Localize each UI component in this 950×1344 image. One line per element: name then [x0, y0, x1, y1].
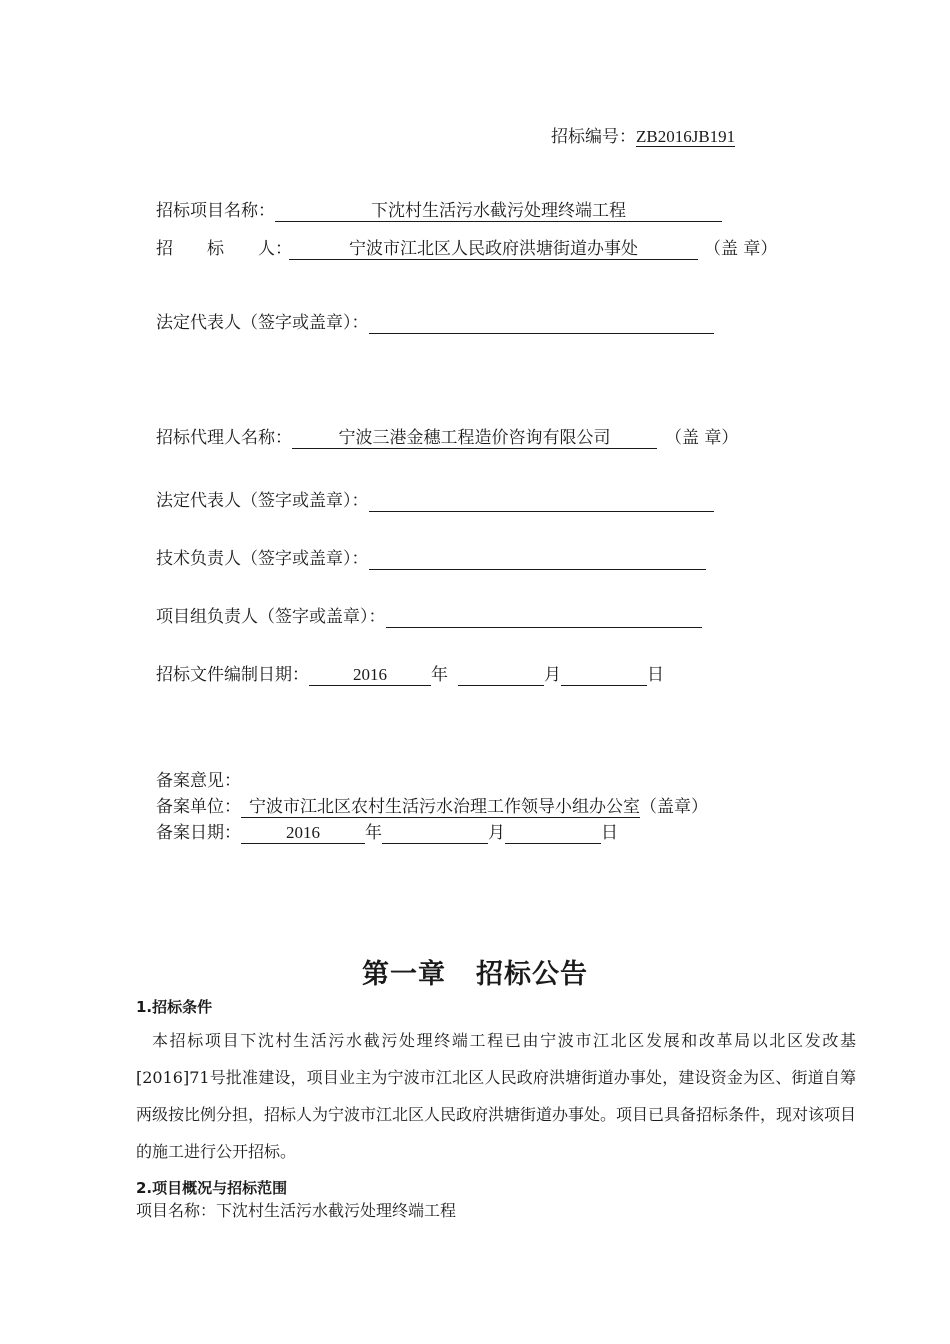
prep-date-month-unit: 月 — [544, 665, 561, 685]
agent-legal-rep-line[interactable] — [369, 490, 714, 512]
section1-body: 本招标项目下沈村生活污水截污处理终端工程已由宁波市江北区发展和改革局以北区发改基[2016]71号批准建设，项目业主为宁波市江北区人民政府洪塘街道办事处，建设资金为区、街道自筹两级按比例分担，招标人为宁波市江北区人民政府洪塘街道办事处。项目已具备招标条件，现对该项目的施工进行公开招标。 — [136, 1031, 857, 1161]
agent-seal: （盖 章） — [665, 428, 739, 448]
filing-unit-label: 备案单位： — [156, 797, 241, 817]
agent-row — [156, 427, 738, 449]
section2-project-name-row — [136, 1201, 456, 1221]
prep-date-label: 招标文件编制日期： — [156, 665, 309, 685]
tenderer-row — [156, 238, 777, 260]
section2-project-name-value: 下沈村生活污水截污处理终端工程 — [216, 1201, 457, 1220]
tenderer-legal-rep-label: 法定代表人（签字或盖章）： — [156, 313, 369, 333]
bid-number-value: ZB2016JB191 — [636, 127, 736, 146]
filing-unit-row — [156, 796, 708, 818]
filing-date-day-line[interactable] — [505, 822, 601, 844]
chapter-title — [0, 952, 950, 991]
filing-date-label: 备案日期： — [156, 823, 241, 843]
tech-lead-row — [156, 548, 706, 570]
prep-date-day-unit: 日 — [647, 665, 664, 685]
tenderer-legal-rep-row — [156, 312, 714, 334]
tech-lead-label: 技术负责人（签字或盖章）： — [156, 549, 369, 569]
agent-value: 宁波三港金穗工程造价咨询有限公司 — [292, 427, 657, 449]
team-lead-line[interactable] — [386, 606, 702, 628]
filing-opinion-row — [156, 770, 241, 792]
filing-date-row — [156, 822, 618, 844]
project-name-value: 下沈村生活污水截污处理终端工程 — [275, 200, 722, 222]
chapter-number: 第一章 — [362, 959, 446, 990]
tenderer-seal: （盖 章） — [704, 239, 778, 259]
team-lead-label: 项目组负责人（签字或盖章）： — [156, 607, 386, 627]
filing-date-year: 2016 — [241, 822, 365, 844]
section1-heading: 1.招标条件 — [136, 998, 213, 1016]
agent-label: 招标代理人名称： — [156, 428, 292, 448]
filing-date-day-unit: 日 — [601, 823, 618, 843]
project-name-label: 招标项目名称： — [156, 201, 275, 221]
filing-date-month-unit: 月 — [488, 823, 505, 843]
tech-lead-line[interactable] — [369, 548, 706, 570]
team-lead-row — [156, 606, 702, 628]
tenderer-label: 招 标 人： — [156, 239, 292, 259]
filing-opinion-label: 备案意见： — [156, 771, 241, 791]
filing-unit-value: 宁波市江北区农村生活污水治理工作领导小组办公室 — [241, 797, 640, 818]
filing-unit-seal: （盖章） — [640, 797, 708, 817]
bid-number-label: 招标编号： — [551, 127, 636, 147]
project-name-row — [156, 200, 722, 222]
tenderer-legal-rep-line[interactable] — [369, 312, 714, 334]
agent-legal-rep-row — [156, 490, 714, 512]
agent-legal-rep-label: 法定代表人（签字或盖章）： — [156, 491, 369, 511]
prep-date-year: 2016 — [309, 664, 431, 686]
bid-number — [551, 126, 735, 148]
tenderer-value: 宁波市江北区人民政府洪塘街道办事处 — [289, 238, 698, 260]
section2-project-name-label: 项目名称： — [136, 1201, 217, 1220]
prep-date-month-line[interactable] — [458, 664, 544, 686]
section2-heading: 2.项目概况与招标范围 — [136, 1179, 288, 1197]
prep-date-year-unit: 年 — [431, 665, 448, 685]
prep-date-row — [156, 664, 664, 686]
prep-date-day-line[interactable] — [561, 664, 647, 686]
chapter-name: 招标公告 — [476, 959, 588, 990]
filing-date-month-line[interactable] — [382, 822, 488, 844]
filing-date-year-unit: 年 — [365, 823, 382, 843]
